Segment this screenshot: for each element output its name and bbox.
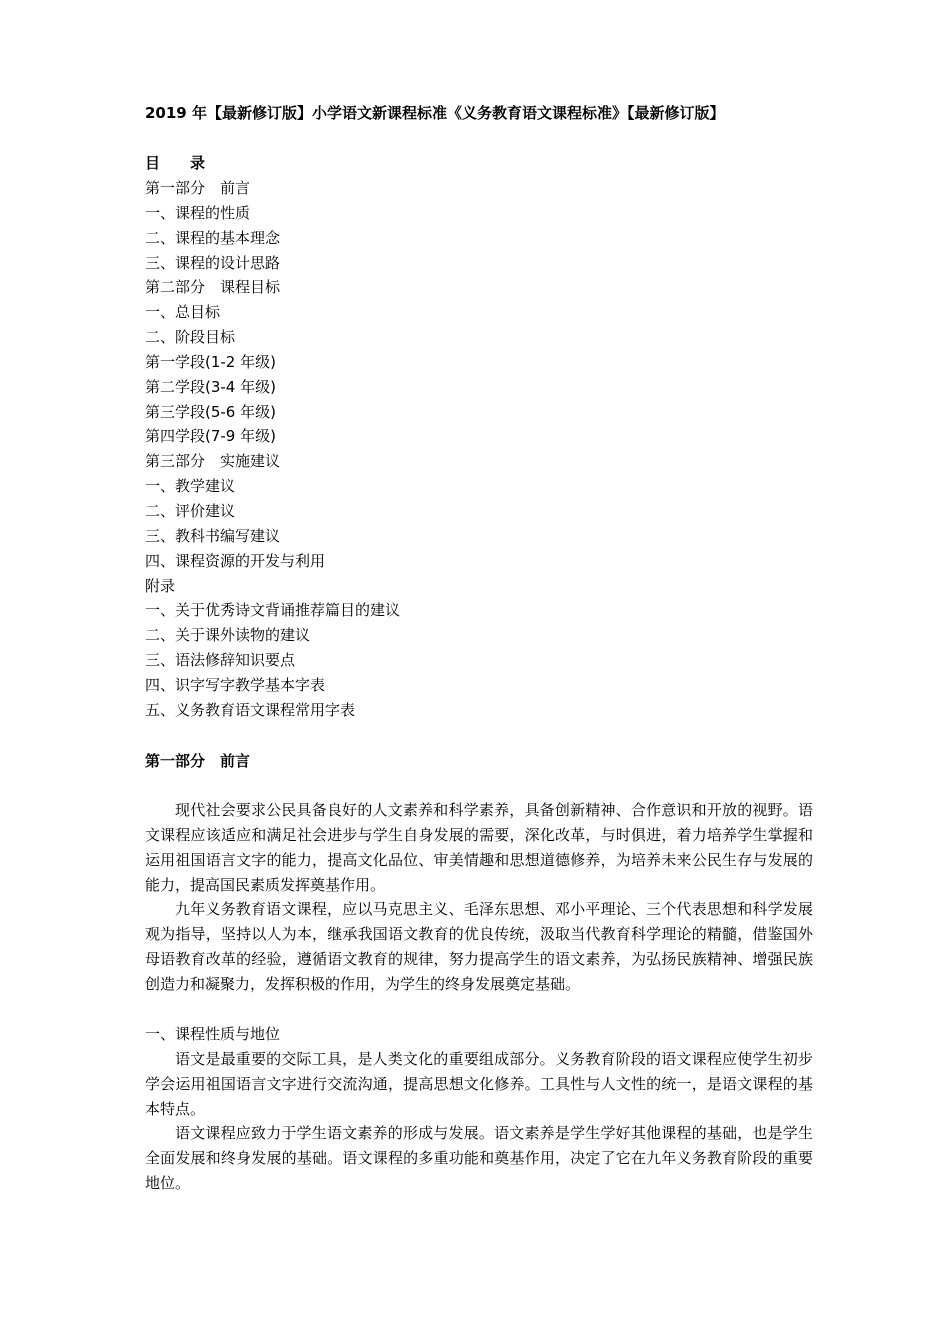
paragraph: 九年义务教育语文课程，应以马克思主义、毛泽东思想、邓小平理论、三个代表思想和科学发展观为指导，坚持以人为本，继承我国语文教育的优良传统，汲取当代教育科学理论的精髓，借鉴国外母语教育改革的经验，遵循语文教育的规律，努力提高学生的语文素养，为弘扬民族精神、增强民族创造力和凝聚力，发挥积极的作用，为学生的终身发展奠定基础。 <box>145 900 813 993</box>
toc-item: 一、关于优秀诗文背诵推荐篇目的建议 <box>145 601 401 620</box>
toc-item: 四、课程资源的开发与利用 <box>145 551 326 570</box>
table-of-contents <box>145 176 400 723</box>
toc-item: 第二部分 课程目标 <box>145 278 281 297</box>
section-body <box>145 798 813 997</box>
toc-item: 二、评价建议 <box>145 501 236 520</box>
toc-item: 第二学段(3-4 年级) <box>145 377 276 396</box>
toc-item: 二、阶段目标 <box>145 328 236 347</box>
paragraph: 语文课程应致力于学生语文素养的形成与发展。语文素养是学生学好其他课程的基础，也是学生全面发展和终身发展的基础。语文课程的多重功能和奠基作用，决定了它在九年义务教育阶段的重要地位。 <box>145 1124 813 1193</box>
toc-item: 五、义务教育语文课程常用字表 <box>145 700 356 719</box>
toc-item: 四、识字写字教学基本字表 <box>145 675 326 694</box>
toc-heading: 目 录 <box>145 154 206 172</box>
toc-item: 附录 <box>145 576 176 595</box>
toc-item: 三、教科书编写建议 <box>145 526 281 545</box>
toc-item: 二、关于课外读物的建议 <box>145 626 311 645</box>
toc-item: 第一学段(1-2 年级) <box>145 352 276 371</box>
toc-item: 第四学段(7-9 年级) <box>145 427 276 446</box>
toc-item: 二、课程的基本理念 <box>145 228 281 247</box>
toc-item: 三、语法修辞知识要点 <box>145 651 296 670</box>
toc-item: 一、课程的性质 <box>145 203 251 222</box>
section-heading: 第一部分 前言 <box>145 752 251 770</box>
subsection-heading: 一、课程性质与地位 <box>145 1025 281 1043</box>
toc-item: 第一部分 前言 <box>145 179 251 197</box>
toc-item: 一、教学建议 <box>145 477 236 496</box>
subsection <box>145 1022 813 1196</box>
toc-item: 一、总目标 <box>145 303 221 322</box>
toc-item: 第三部分 实施建议 <box>145 452 281 471</box>
toc-item: 三、课程的设计思路 <box>145 253 281 272</box>
paragraph: 现代社会要求公民具备良好的人文素养和科学素养，具备创新精神、合作意识和开放的视野。语文课程应该适应和满足社会进步与学生自身发展的需要，深化改革，与时俱进，着力培养学生掌握和运用祖国语言文字的能力，提高文化品位、审美情趣和思想道德修养，为培养未来公民生存与发展的能力，提高国民素质发挥奠基作用。 <box>145 801 813 894</box>
toc-item: 第三学段(5-6 年级) <box>145 402 276 421</box>
document-title: 2019 年【最新修订版】小学语文新课程标准《义务教育语文课程标准》【最新修订版】 <box>145 104 725 122</box>
paragraph: 语文是最重要的交际工具，是人类文化的重要组成部分。义务教育阶段的语文课程应使学生初步学会运用祖国语言文字进行交流沟通，提高思想文化修养。工具性与人文性的统一，是语文课程的基本特点。 <box>145 1049 813 1118</box>
